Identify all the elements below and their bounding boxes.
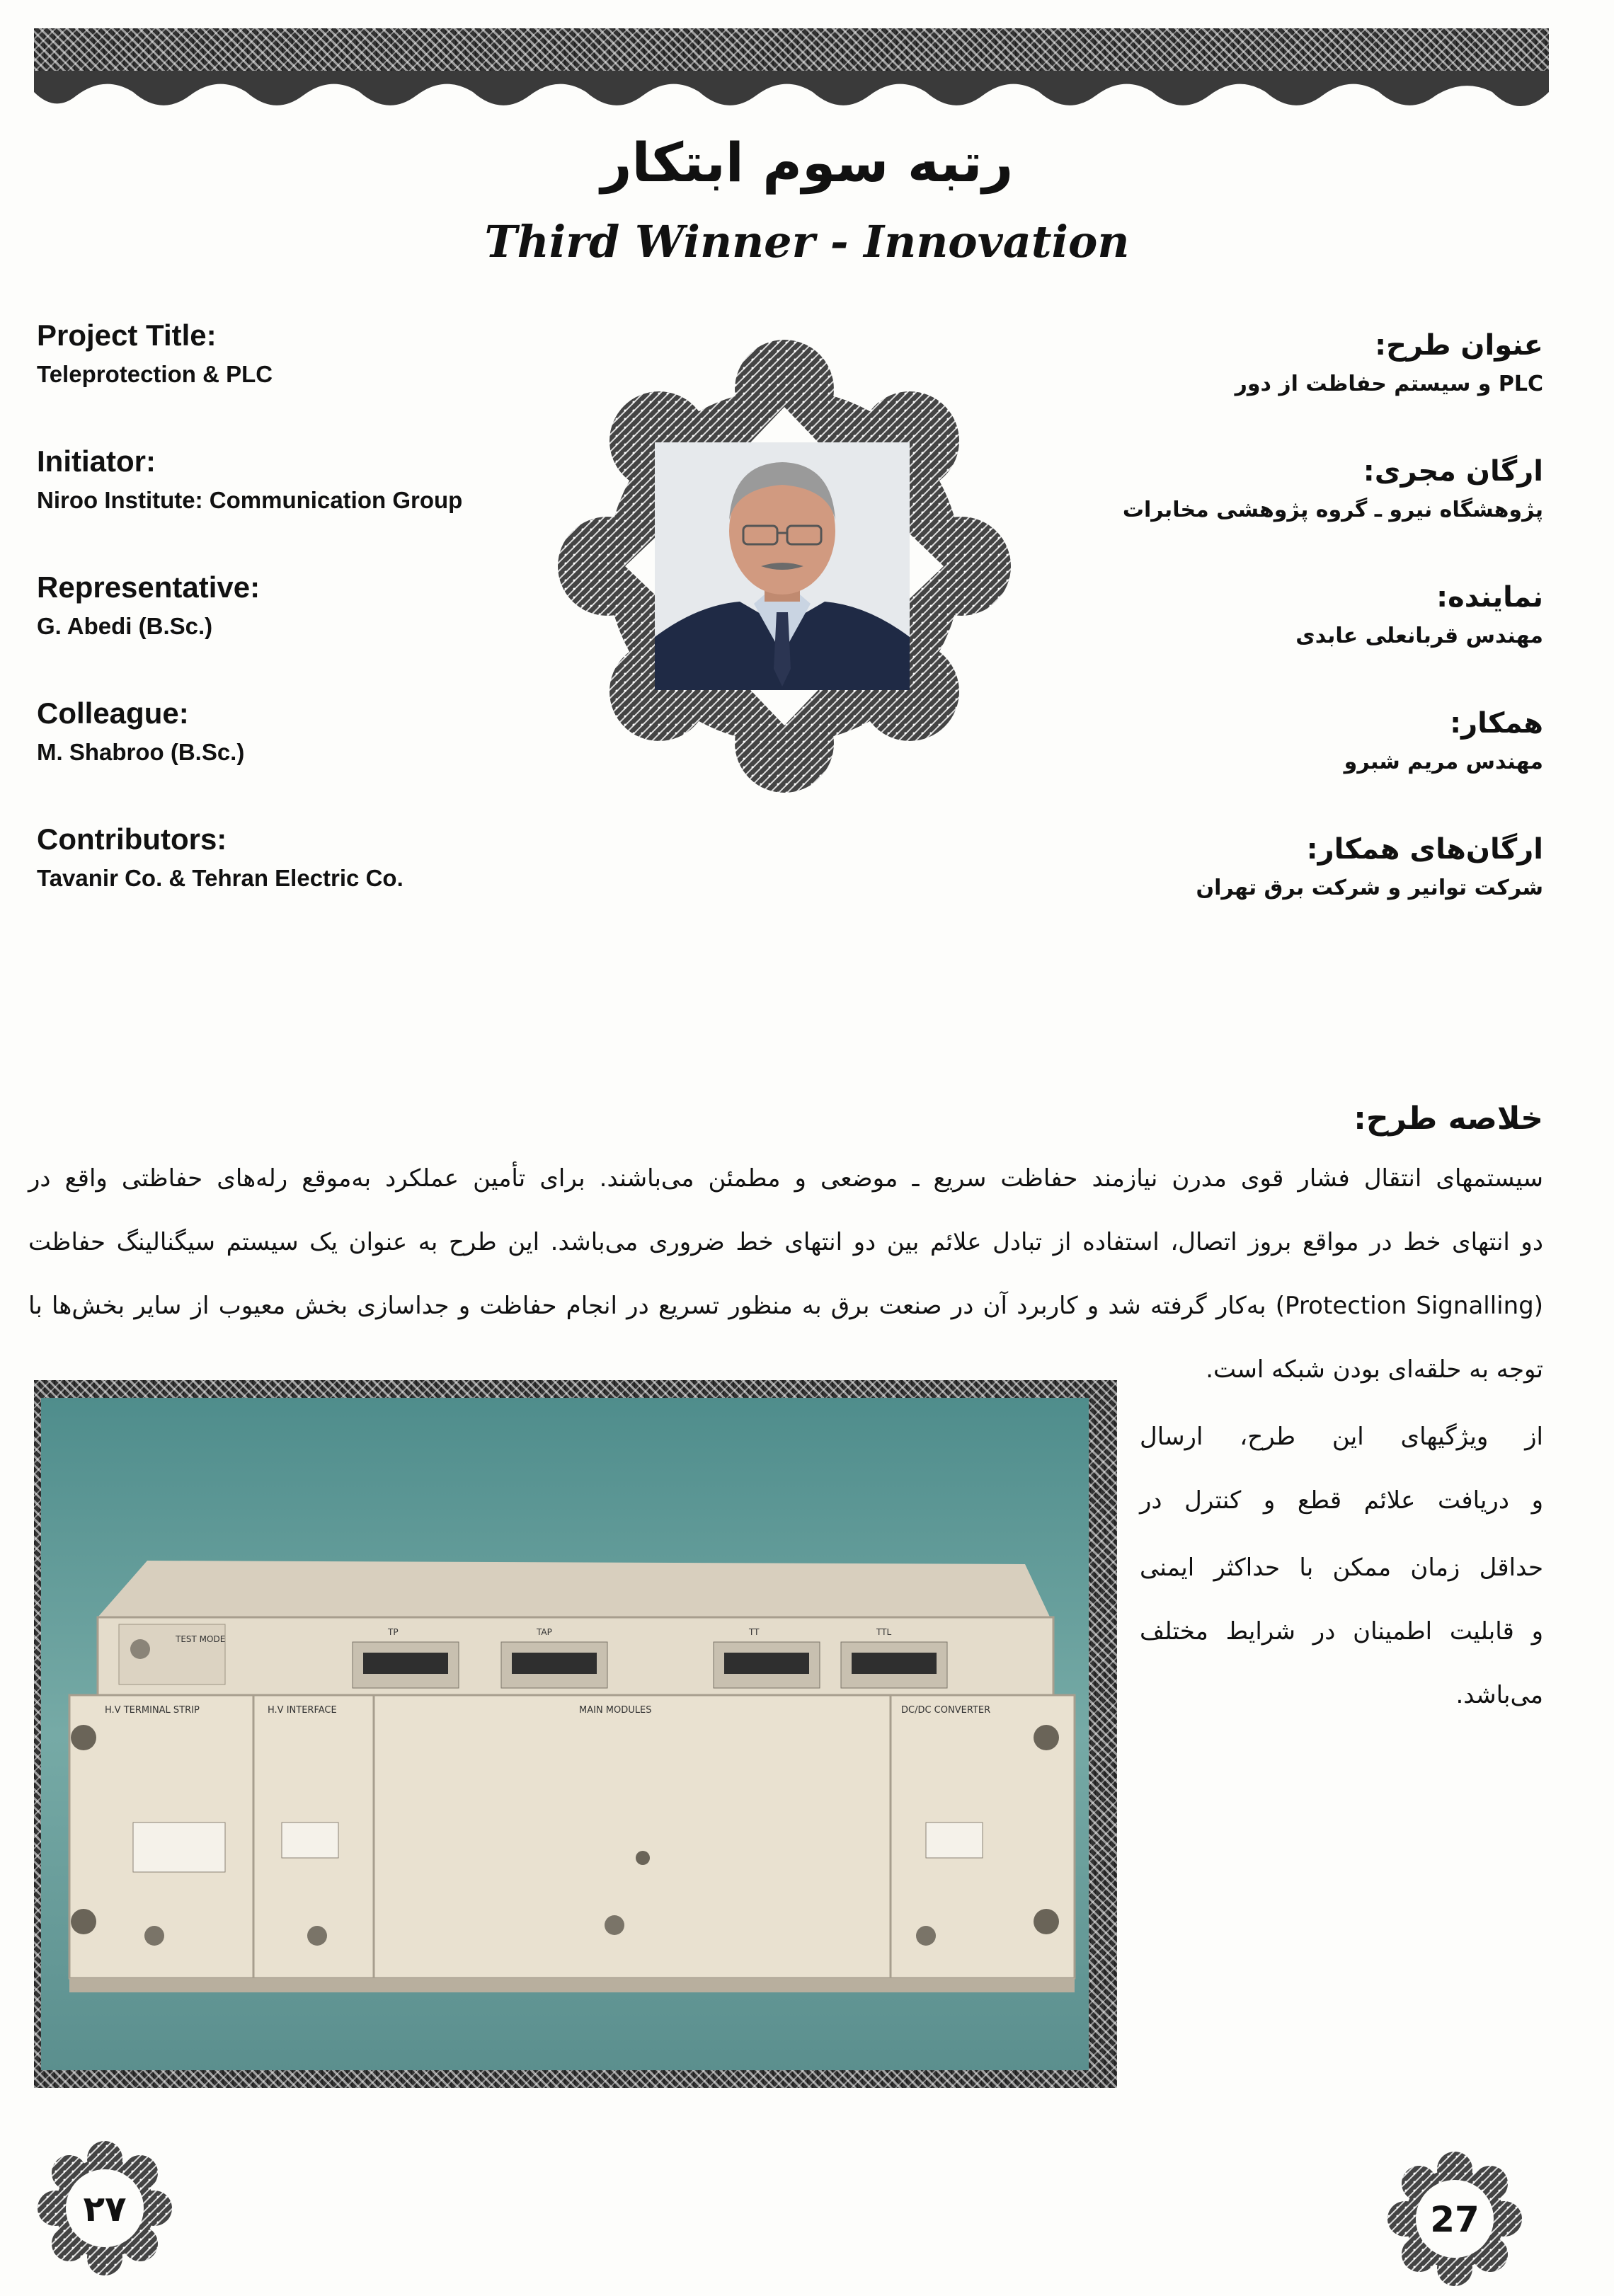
- field-value: Niroo Institute: Communication Group: [37, 487, 463, 513]
- hv-interface-label: H.V INTERFACE: [268, 1705, 337, 1716]
- field-value: M. Shabroo (B.Sc.): [37, 739, 245, 765]
- field-value: شرکت توانیر و شرکت برق تهران: [1196, 876, 1543, 900]
- representative-portrait-photo: [655, 442, 910, 690]
- page-title-english: Third Winner - Innovation: [484, 216, 1130, 268]
- summary-line: می‌باشد.: [1455, 1681, 1543, 1709]
- field-value: مهندس مریم شبرو: [1344, 750, 1543, 774]
- page-number-persian: ۲۷: [83, 2188, 127, 2229]
- field-project-title-fa: [1005, 329, 1543, 455]
- field-contributors-fa: [1005, 833, 1543, 959]
- ttc-label: TT: [749, 1627, 760, 1637]
- page-number-badge-right: [1384, 2148, 1526, 2290]
- field-label: Initiator:: [37, 444, 156, 478]
- banner-scallop-edge: [34, 71, 1549, 120]
- field-label: ارگان‌های همکار:: [1306, 833, 1543, 866]
- equipment-photo: [41, 1398, 1089, 2070]
- hv-terminal-label: H.V TERMINAL STRIP: [105, 1705, 200, 1716]
- field-label: Project Title:: [37, 318, 217, 352]
- page-number-badge-left: [34, 2137, 176, 2279]
- page-number-english: 27: [1430, 2199, 1480, 2240]
- summary-line: دو انتهای خط در مواقع بروز اتصال، استفاده از تبادل علائم بین دو انتهای خط ضروری می‌باشد. این طرح به عنوان یک سیستم سیگنالینگ حفاظت: [28, 1228, 1543, 1256]
- summary-line: توجه به حلقه‌ای بودن شبکه است.: [1206, 1355, 1543, 1384]
- top-decorative-banner: [34, 28, 1549, 113]
- teleprotection-unit-illustration: [41, 1398, 1089, 2070]
- field-colleague-fa: [1005, 707, 1543, 833]
- field-initiator-fa: [1005, 455, 1543, 581]
- test-mode-label: TEST MODE: [176, 1634, 226, 1644]
- field-label: همکار:: [1450, 707, 1543, 740]
- summary-heading: خلاصه طرح:: [1353, 1101, 1543, 1137]
- summary-line: و قابلیت اطمینان در شرایط مختلف: [1140, 1617, 1543, 1646]
- ttl-label: TTL: [876, 1627, 892, 1637]
- field-value: PLC و سیستم حفاظت از دور: [1235, 372, 1543, 396]
- english-details-column: [37, 318, 575, 948]
- dc-converter-label: DC/DC CONVERTER: [901, 1705, 991, 1716]
- summary-line: حداقل زمان ممکن با حداکثر ایمنی: [1140, 1554, 1543, 1582]
- field-value: G. Abedi (B.Sc.): [37, 613, 213, 639]
- field-value: Tavanir Co. & Tehran Electric Co.: [37, 865, 404, 891]
- field-project-title-en: [37, 318, 575, 444]
- tap-label: TAP: [537, 1627, 552, 1637]
- field-value: مهندس قربانعلی عابدی: [1295, 624, 1543, 648]
- field-label: Representative:: [37, 570, 261, 604]
- field-label: عنوان طرح:: [1375, 329, 1543, 362]
- tp-label: TP: [388, 1627, 399, 1637]
- summary-line: (Protection Signalling) به‌کار گرفته شد و کاربرد آن در صنعت برق به منظور تسریع در انجام حفاظت و جداسازی بخش معیوب از سایر بخش‌ها با: [28, 1292, 1544, 1320]
- field-label: نماینده:: [1436, 581, 1543, 614]
- persian-details-column: [1005, 329, 1543, 959]
- summary-line: و دریافت علائم قطع و کنترل در: [1140, 1486, 1543, 1515]
- page-title-persian: رتبه سوم ابتکار: [600, 131, 1014, 194]
- field-colleague-en: [37, 696, 575, 822]
- summary-line: از ویژگیهای این طرح، ارسال: [1140, 1423, 1543, 1451]
- portrait-illustration: [655, 442, 910, 690]
- field-contributors-en: [37, 822, 575, 948]
- field-initiator-en: [37, 444, 575, 570]
- field-label: Colleague:: [37, 696, 189, 730]
- field-label: Contributors:: [37, 822, 227, 856]
- field-representative-fa: [1005, 581, 1543, 707]
- summary-line: سیستمهای انتقال فشار قوی مدرن نیازمند حفاظت سریع ـ موضعی و مطمئن می‌باشند. برای تأمین عملکرد به‌موقع رله‌های حفاظتی واقع در: [28, 1164, 1543, 1193]
- field-label: ارگان مجری:: [1363, 455, 1543, 488]
- field-value: Teleprotection & PLC: [37, 361, 273, 387]
- field-representative-en: [37, 570, 575, 696]
- main-modules-label: MAIN MODULES: [579, 1705, 652, 1716]
- field-value: پژوهشگاه نیرو ـ گروه پژوهشی مخابرات: [1122, 498, 1543, 522]
